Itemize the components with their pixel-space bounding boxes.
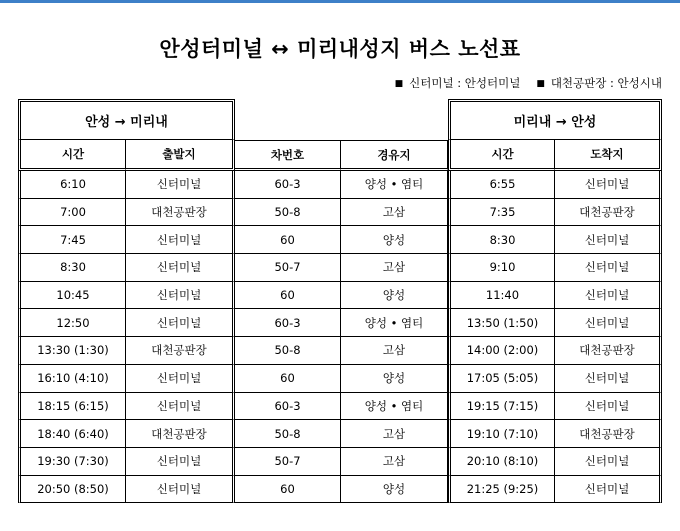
via-cell: 양성 [341, 226, 448, 254]
section-header-inbound: 미리내 → 안성 [448, 99, 662, 140]
col-header-via: 경유지 [341, 140, 448, 171]
depart-time-cell: 12:50 [18, 309, 126, 337]
depart-time-cell: 13:30 (1:30) [18, 337, 126, 365]
col-header-origin: 출발지 [126, 140, 235, 171]
destination-cell: 신터미널 [555, 171, 662, 199]
origin-cell: 신터미널 [126, 448, 235, 476]
depart-time-cell: 16:10 (4:10) [18, 365, 126, 393]
destination-cell: 대천공판장 [555, 337, 662, 365]
bus-number-cell: 60-3 [235, 309, 341, 337]
table-row [18, 171, 662, 199]
table-row [18, 226, 662, 254]
bus-number-cell: 50-8 [235, 199, 341, 227]
depart-time-cell: 8:30 [18, 254, 126, 282]
return-time-cell: 13:50 (1:50) [448, 309, 555, 337]
destination-cell: 신터미널 [555, 393, 662, 421]
legend [395, 75, 662, 91]
origin-cell: 신터미널 [126, 226, 235, 254]
bus-number-cell: 60 [235, 282, 341, 310]
destination-cell: 신터미널 [555, 448, 662, 476]
return-time-cell: 20:10 (8:10) [448, 448, 555, 476]
table-row [18, 309, 662, 337]
depart-time-cell: 7:45 [18, 226, 126, 254]
via-cell: 양성 • 염티 [341, 309, 448, 337]
legend-bullet-icon: ■ [536, 79, 545, 89]
destination-cell: 신터미널 [555, 282, 662, 310]
bus-number-cell: 60 [235, 226, 341, 254]
depart-time-cell: 10:45 [18, 282, 126, 310]
depart-time-cell: 20:50 (8:50) [18, 476, 126, 504]
destination-cell: 신터미널 [555, 254, 662, 282]
via-cell: 고삼 [341, 199, 448, 227]
via-cell: 양성 [341, 476, 448, 504]
table-row [18, 365, 662, 393]
table-row [18, 420, 662, 448]
via-cell: 고삼 [341, 448, 448, 476]
table-row [18, 393, 662, 421]
origin-cell: 신터미널 [126, 254, 235, 282]
bus-number-cell: 60-3 [235, 171, 341, 199]
destination-cell: 신터미널 [555, 226, 662, 254]
col-header-bus-number: 차번호 [235, 140, 341, 171]
top-accent-line [0, 0, 680, 3]
origin-cell: 신터미널 [126, 282, 235, 310]
via-cell: 고삼 [341, 254, 448, 282]
return-time-cell: 19:10 (7:10) [448, 420, 555, 448]
destination-cell: 신터미널 [555, 309, 662, 337]
return-time-cell: 9:10 [448, 254, 555, 282]
via-cell: 양성 [341, 282, 448, 310]
destination-cell: 대천공판장 [555, 199, 662, 227]
bus-number-cell: 60 [235, 476, 341, 504]
bus-number-cell: 60-3 [235, 393, 341, 421]
via-cell: 양성 [341, 365, 448, 393]
col-header-return-time: 시간 [448, 140, 555, 171]
table-row [18, 476, 662, 504]
origin-cell: 대천공판장 [126, 420, 235, 448]
legend-bullet-icon: ■ [394, 79, 404, 89]
destination-cell: 신터미널 [555, 476, 662, 504]
return-time-cell: 8:30 [448, 226, 555, 254]
col-header-destination: 도착지 [555, 140, 662, 171]
bus-number-cell: 50-8 [235, 420, 341, 448]
return-time-cell: 14:00 (2:00) [448, 337, 555, 365]
table-row [18, 254, 662, 282]
bus-number-cell: 50-7 [235, 254, 341, 282]
origin-cell: 신터미널 [126, 476, 235, 504]
origin-cell: 대천공판장 [126, 337, 235, 365]
depart-time-cell: 19:30 (7:30) [18, 448, 126, 476]
section-header-outbound: 안성 → 미리내 [18, 99, 235, 140]
via-cell: 양성 • 염티 [341, 393, 448, 421]
via-cell: 고삼 [341, 337, 448, 365]
return-time-cell: 17:05 (5:05) [448, 365, 555, 393]
destination-cell: 신터미널 [555, 365, 662, 393]
legend-item-market: 대천공판장 : 안성시내 [550, 76, 662, 90]
return-time-cell: 6:55 [448, 171, 555, 199]
col-header-depart-time: 시간 [18, 140, 126, 171]
return-time-cell: 11:40 [448, 282, 555, 310]
table-row [18, 282, 662, 310]
table-row [18, 337, 662, 365]
bus-number-cell: 60 [235, 365, 341, 393]
origin-cell: 신터미널 [126, 393, 235, 421]
bus-timetable [18, 99, 662, 503]
via-cell: 양성 • 염티 [341, 171, 448, 199]
depart-time-cell: 6:10 [18, 171, 126, 199]
bus-number-cell: 50-7 [235, 448, 341, 476]
depart-time-cell: 18:40 (6:40) [18, 420, 126, 448]
depart-time-cell: 7:00 [18, 199, 126, 227]
return-time-cell: 7:35 [448, 199, 555, 227]
table-row [18, 199, 662, 227]
page-title: 안성터미널 ↔ 미리내성지 버스 노선표 [159, 37, 521, 61]
depart-time-cell: 18:15 (6:15) [18, 393, 126, 421]
header-spacer [235, 99, 448, 140]
origin-cell: 대천공판장 [126, 199, 235, 227]
destination-cell: 대천공판장 [555, 420, 662, 448]
return-time-cell: 21:25 (9:25) [448, 476, 555, 504]
origin-cell: 신터미널 [126, 171, 235, 199]
via-cell: 고삼 [341, 420, 448, 448]
origin-cell: 신터미널 [126, 309, 235, 337]
table-row [18, 448, 662, 476]
origin-cell: 신터미널 [126, 365, 235, 393]
return-time-cell: 19:15 (7:15) [448, 393, 555, 421]
legend-item-terminal: 신터미널 : 안성터미널 [409, 76, 521, 90]
bus-number-cell: 50-8 [235, 337, 341, 365]
